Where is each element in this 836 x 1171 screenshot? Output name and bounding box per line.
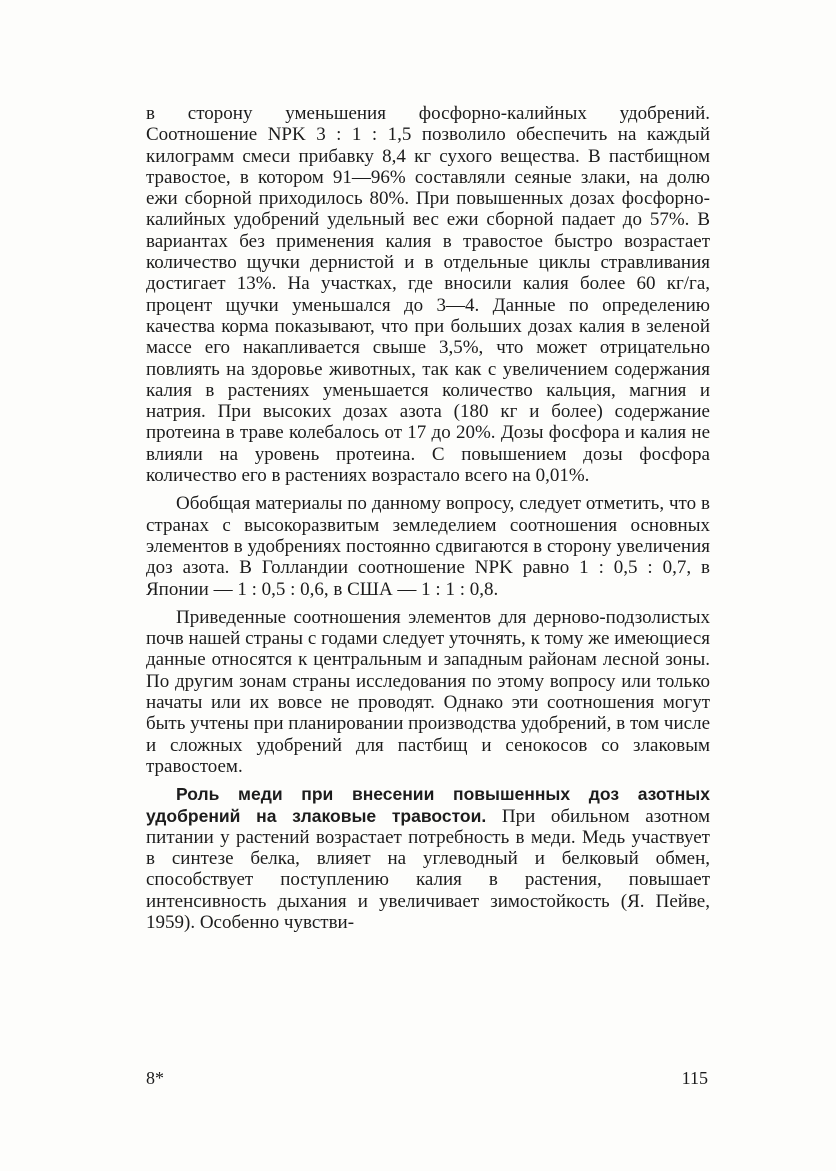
body-text (146, 103, 710, 933)
paragraph-4 (146, 784, 710, 933)
signature-mark: 8* (146, 1068, 164, 1088)
page-number: 115 (681, 1068, 708, 1088)
paragraph-4-text: При обильном азотном питании у растений возрастает потребность в меди. Медь участвует в синтезе белка, влияет на углеводный и белковый обмен, способствует поступлению калия в растения, повышает интенсивность дыхания и увеличивает зимостойкость (Я. Пейве, 1959). Особенно чувстви- (146, 805, 710, 933)
paragraph-1: в сторону уменьшения фосфорно-калийных удобрений. Соотношение NPK 3 : 1 : 1,5 позволило обеспечить на каждый килограмм смеси прибавку 8,4 кг сухого вещества. В пастбищном травостое, в котором 91—96% составляли сеяные злаки, на долю ежи сборной приходилось 80%. При повышенных дозах фосфорно-калийных удобрений удельный вес ежи сборной падает до 57%. В вариантах без применения калия в травостое быстро возрастает количество щучки дернистой и в отдельные циклы стравливания достигает 13%. На участках, где вносили калия более 60 кг/га, процент щучки уменьшался до 3—4. Данные по определению качества корма показывают, что при больших дозах калия в зеленой массе его накапливается свыше 3,5%, что может отрицательно повлиять на здоровье животных, так как с увеличением содержания калия в растениях уменьшается количество кальция, магния и натрия. При высоких дозах азота (180 кг и более) содержание протеина в траве колебалось от 17 до 20%. Дозы фосфора и калия не влияли на уровень протеина. С повышением дозы фосфора количество его в растениях возрастало всего на 0,01%. (146, 103, 710, 487)
paragraph-3: Приведенные соотношения элементов для дерново-подзолистых почв нашей страны с годами следует уточнять, к тому же имеющиеся данные относятся к центральным и западным районам лесной зоны. По другим зонам страны исследования по этому вопросу или только начаты или их вовсе не проводят. Однако эти соотношения могут быть учтены при планировании производства удобрений, в том числе и сложных удобрений для пастбищ и сенокосов со злаковым травостоем. (146, 606, 710, 777)
section-heading: Роль меди при внесении повышенных доз азотных удобрений на злаковые травостои. (146, 784, 710, 826)
paragraph-2: Обобщая материалы по данному вопросу, следует отметить, что в странах с высокоразвитым земледелием соотношения основных элементов в удобрениях постоянно сдвигаются в сторону увеличения доз азота. В Голландии соотношение NPK равно 1 : 0,5 : 0,7, в Японии — 1 : 0,5 : 0,6, в США — 1 : 1 : 0,8. (146, 493, 710, 600)
